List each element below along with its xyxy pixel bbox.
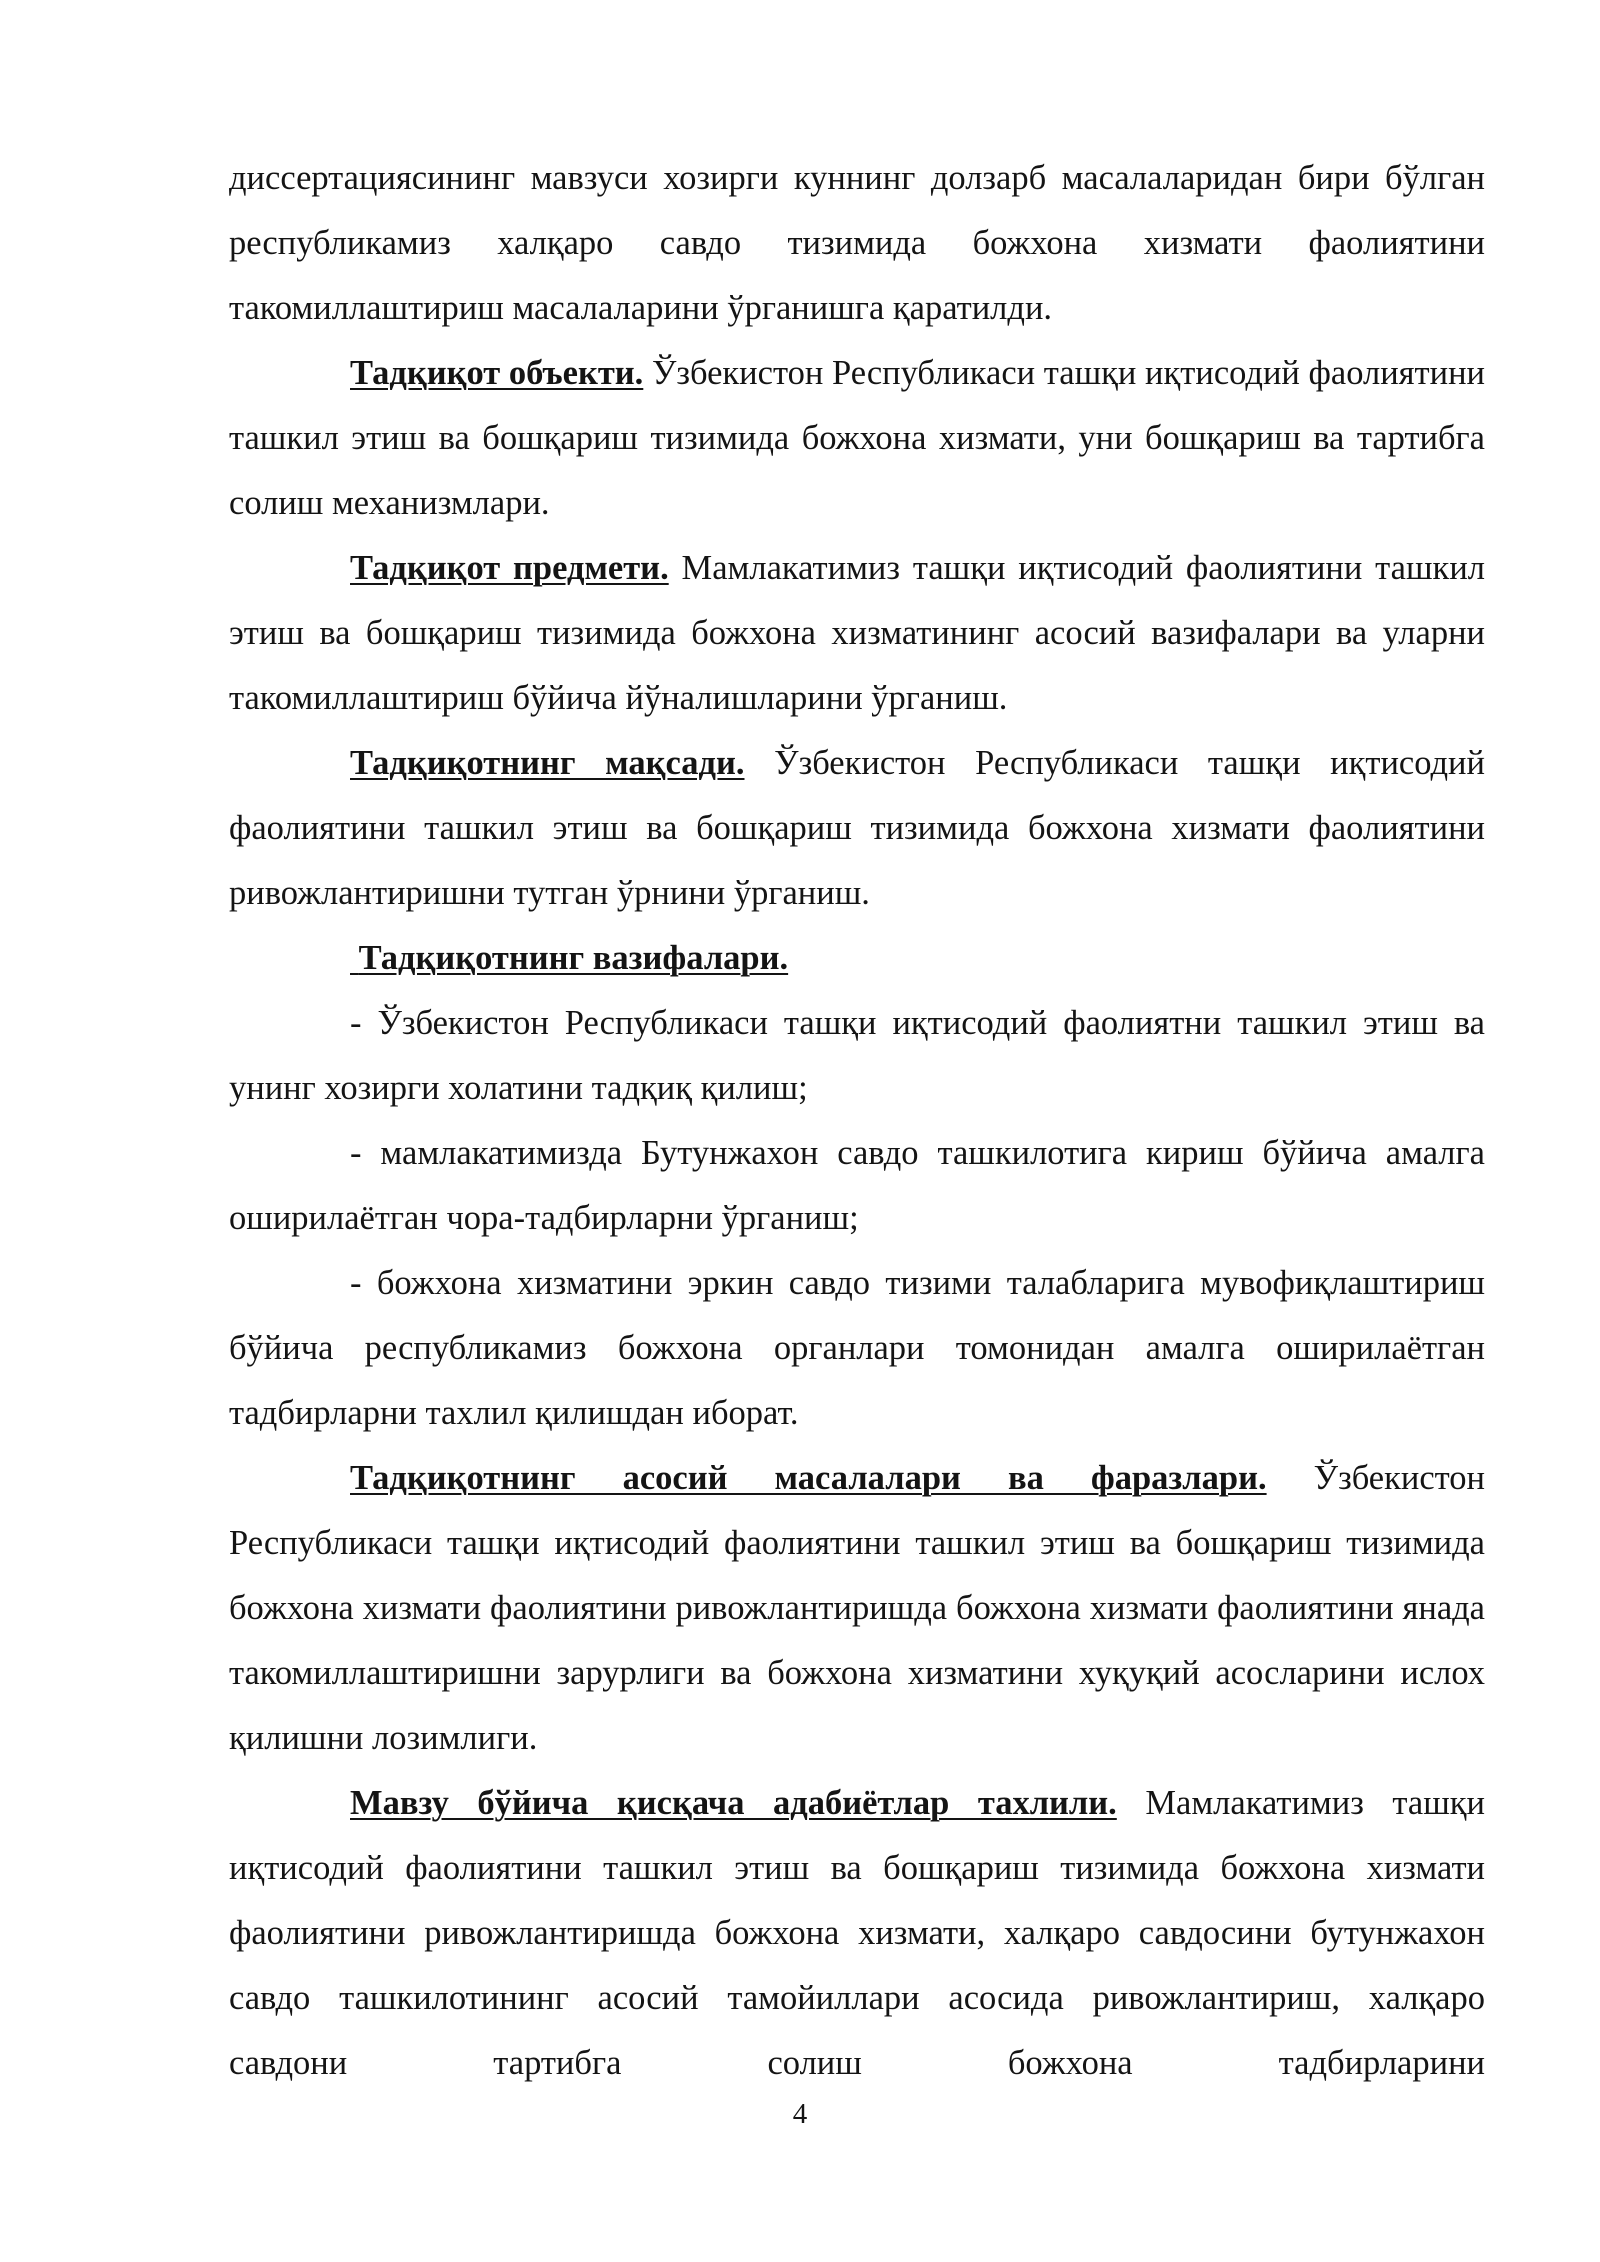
section-heading-main-issues: Тадқиқотнинг асосий масалалари ва фаразлари.: [350, 1459, 1267, 1497]
paragraph-research-tasks-heading: [229, 926, 1485, 991]
paragraph-intro: [229, 146, 1485, 341]
page-number: 4: [792, 2098, 808, 2130]
paragraph-literature-review: [229, 1771, 1485, 2096]
paragraph-research-goal: [229, 731, 1485, 926]
section-heading-research-tasks: Тадқиқотнинг вазифалари.: [358, 939, 789, 977]
paragraph-text: Ўзбекистон Республикаси ташқи иқтисодий фаолиятини ташкил этиш ва бошқариш тизимида божхона хизмати, уни бошқариш ва тартибга солиш механизмлари.: [229, 354, 1486, 522]
list-item-text: - мамлакатимизда Бутунжахон савдо ташкилотига кириш бўйича амалга оширилаётган чора-тадбирларни ўрганиш;: [229, 1134, 1485, 1237]
paragraph-main-issues: [229, 1446, 1485, 1771]
list-item-task-2: [229, 1121, 1485, 1251]
paragraph-research-subject: [229, 536, 1485, 731]
section-heading-research-object: Тадқиқот объекти.: [350, 354, 644, 392]
document-body: [229, 146, 1485, 2096]
paragraph-text: Мамлакатимиз ташқи иқтисодий фаолиятини ташкил этиш ва бошқариш тизимида божхона хизмати фаолиятини ривожлантиришда божхона хизмати, халқаро савдосини бутунжахон савдо ташкилотининг асосий тамойиллари асосида ривожлантириш, халқаро савдони тартибга солиш божхона тадбирларини: [229, 1784, 1485, 2082]
list-item-text: - Ўзбекистон Республикаси ташқи иқтисодий фаолиятни ташкил этиш ва унинг хозирги холатини тадқиқ қилиш;: [229, 1004, 1485, 1107]
section-heading-research-subject: Тадқиқот предмети.: [350, 549, 669, 587]
list-item-text: - божхона хизматини эркин савдо тизими талабларига мувофиқлаштириш бўйича республикамиз божхона органлари томонидан амалга оширилаётган тадбирларни тахлил қилишдан иборат.: [229, 1264, 1485, 1432]
paragraph-text: Ўзбекистон Республикаси ташқи иқтисодий фаолиятини ташкил этиш ва бошқариш тизимида божхона хизмати фаолиятини ривожлантиришда божхона хизмати фаолиятини янада такомиллаштиришни зарурлиги ва божхона хизматини хуқуқий асосларини ислох қилишни лозимлиги.: [229, 1459, 1485, 1757]
paragraph-text: Мамлакатимиз ташқи иқтисодий фаолиятини ташкил этиш ва бошқариш тизимида божхона хизматининг асосий вазифалари ва уларни такомиллаштириш бўйича йўналишларини ўрганиш.: [229, 549, 1485, 717]
paragraph-text: диссертациясининг мавзуси хозирги куннинг долзарб масалаларидан бири бўлган республикамиз халқаро савдо тизимида божхона хизмати фаолиятини такомиллаштириш масалаларини ўрганишга қаратилди.: [229, 159, 1485, 327]
paragraph-text: Ўзбекистон Республикаси ташқи иқтисодий фаолиятини ташкил этиш ва бошқариш тизимида божхона хизмати фаолиятини ривожлантиришни тутган ўрнини ўрганиш.: [229, 744, 1485, 912]
list-item-task-1: [229, 991, 1485, 1121]
paragraph-research-object: [229, 341, 1485, 536]
section-heading-research-goal: Тадқиқотнинг мақсади.: [350, 744, 745, 782]
section-heading-literature-review: Мавзу бўйича қисқача адабиётлар тахлили.: [350, 1784, 1117, 1822]
list-item-task-3: [229, 1251, 1485, 1446]
